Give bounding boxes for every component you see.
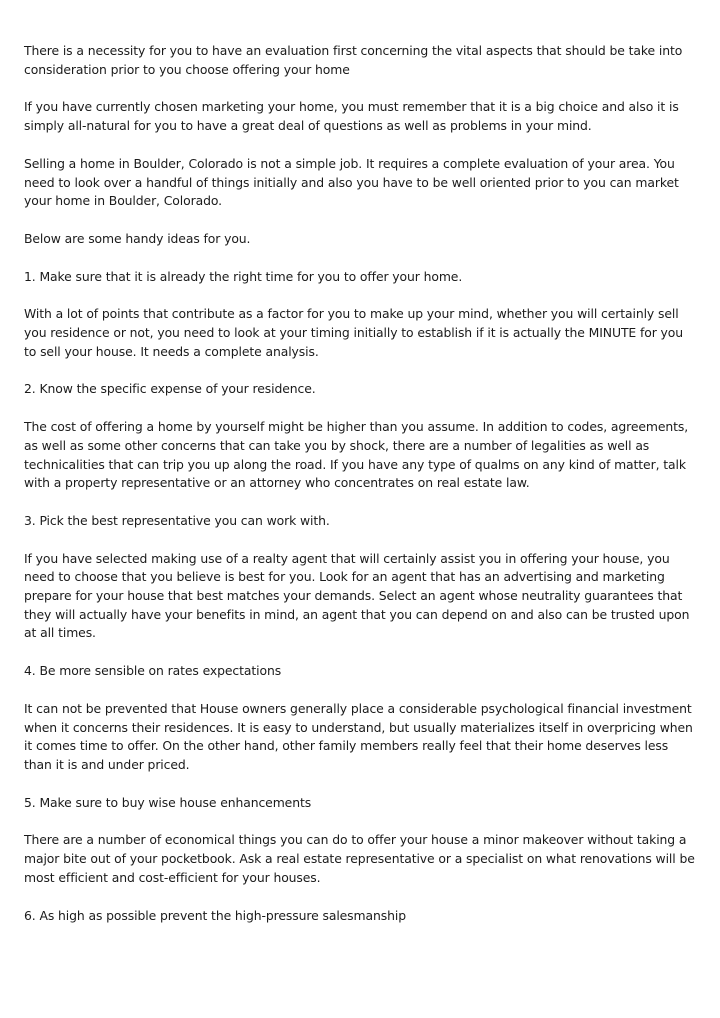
paragraph-tip-4: It can not be prevented that House owners generally place a considerable psychological financial investment when it concerns their residences. It is easy to understand, but usually materializes itself in overpricing when it comes time to offer. On the other hand, other family members really feel that their home deserves less than it is and under priced.	[24, 700, 693, 772]
paragraph-tip-1: With a lot of points that contribute as a factor for you to make up your mind, whether you will certainly sell you residence or not, you need to look at your timing initially to establish if it is actually the MINUTE for you to sell your house. It needs a complete analysis.	[24, 306, 684, 359]
paragraph-boulder: Selling a home in Boulder, Colorado is not a simple job. It requires a complete evaluation of your area. You need to look over a handful of things initially and also you have to be well oriented prior to you can market your home in Boulder, Colorado.	[24, 155, 679, 209]
heading-tip-6: 6. As high as possible prevent the high-pressure salesmanship	[24, 907, 406, 923]
paragraph-intro: There is a necessity for you to have an evaluation first concerning the vital aspects that should be take into consideration prior to you choose offering your home	[24, 43, 683, 77]
paragraph-tip-2: The cost of offering a home by yourself might be higher than you assume. In addition to codes, agreements, as well as some other concerns that can take you by shock, there are a number of legalities as well as technicalities that can trip you up along the road. If you have any type of qualms on any kind of matter, talk with a property representative or an attorney who concentrates on real estate law.	[24, 419, 689, 491]
heading-tip-2: 2. Know the specific expense of your residence.	[24, 381, 316, 397]
heading-tip-3: 3. Pick the best representative you can work with.	[24, 512, 330, 528]
paragraph-tip-5: There are a number of economical things you can do to offer your house a minor makeover without taking a major bite out of your pocketbook. Ask a real estate representative or a specialist on what renovations will be most efficient and cost-efficient for your houses.	[24, 832, 695, 885]
heading-tip-4: 4. Be more sensible on rates expectations	[24, 663, 282, 679]
paragraph-decision: If you have currently chosen marketing your home, you must remember that it is a big choice and also it is simply all-natural for you to have a great deal of questions as well as problems in your mind.	[24, 99, 679, 134]
paragraph-tip-3: If you have selected making use of a realty agent that will certainly assist you in offering your house, you need to choose that you believe is best for you. Look for an agent that has an advertising and marketing prepare for your house that best matches your demands. Select an agent whose neutrality guarantees that they will actually have your benefits in mind, an agent that you can depend on and also can be trusted upon at all times.	[24, 550, 690, 641]
heading-tip-5: 5. Make sure to buy wise house enhancements	[24, 794, 312, 810]
heading-tip-1: 1. Make sure that it is already the right time for you to offer your home.	[24, 268, 463, 284]
paragraph-ideas-intro: Below are some handy ideas for you.	[24, 230, 251, 246]
document-body	[24, 42, 698, 944]
